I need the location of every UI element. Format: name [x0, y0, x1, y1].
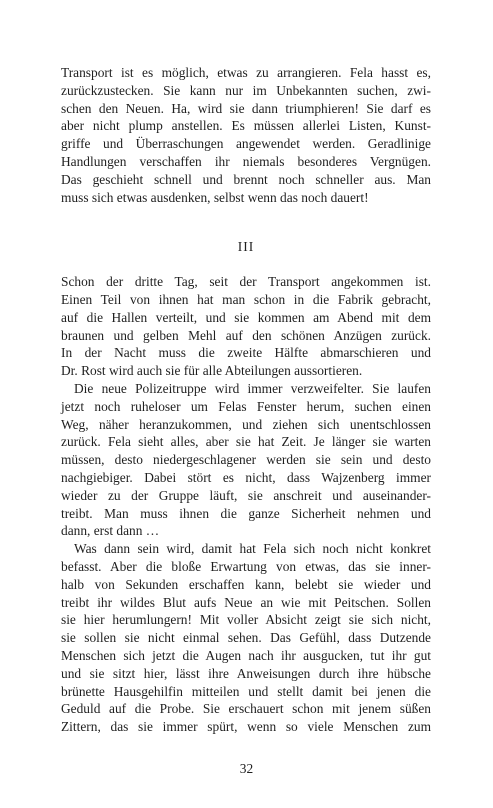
text-line: braunen und gelben Mehl auf den schönen Anzügen zurück.	[61, 327, 431, 343]
paragraph-continued	[61, 64, 431, 206]
text-line: Weg, näher heranzukommen, und ziehen sich unentschlossen	[61, 416, 431, 432]
text-line: Transport ist es möglich, etwas zu arrangieren. Fela hasst es,	[61, 65, 431, 80]
page-number: 32	[239, 761, 254, 776]
text-line: nachgiebiger. Dabei stört es nicht, dass Wajzenberg immer	[61, 469, 431, 485]
text-line: Die neue Polizeitruppe wird immer verzweifelter. Sie laufen	[74, 380, 431, 396]
text-line: muss sich etwas ausdenken, selbst wenn das noch dauert!	[61, 189, 369, 205]
text-line: müssen, desto niedergeschlagener werden sie sein und desto	[61, 452, 431, 468]
text-line: Geduld auf die Probe. Sie erschauert schon mit jenem süßen	[61, 701, 431, 717]
text-line: Zittern, das sie immer spürt, wenn so viele Menschen zum	[61, 719, 431, 735]
text-line: In der Nacht muss die zweite Hälfte abmarschieren und	[61, 345, 431, 361]
text-line: auf die Hallen verteilt, und sie kommen am Abend mit dem	[61, 309, 431, 325]
text-line: schen den Neuen. Ha, wird sie dann triumphieren! Sie darf es	[61, 100, 431, 116]
text-line: dann, erst dann …	[61, 523, 160, 539]
text-line: halb von Sekunden erschaffen kann, belebt sie wieder und	[61, 576, 431, 592]
text-line: Schon der dritte Tag, seit der Transport angekommen ist.	[61, 274, 431, 290]
paragraph	[61, 540, 431, 736]
text-line: Menschen sich jetzt die Augen nach ihr ausgucken, tut ihr gut	[61, 647, 431, 663]
text-line: Handlungen verschaffen ihr niemals besonderes Vergnügen.	[61, 153, 431, 169]
text-line: zurück. Fela sieht alles, aber sie hat Zeit. Je länger sie warten	[61, 434, 431, 450]
text-line: zurückzustecken. Sie kann nur im Unbekannten suchen, zwi-	[61, 82, 431, 98]
text-line: Das geschieht schnell und brennt noch schneller aus. Man	[61, 171, 431, 187]
text-line: sie hier herumlungern! Mit voller Absicht zeigt sie sich nicht,	[61, 612, 431, 628]
text-line: Was dann sein wird, damit hat Fela sich noch nicht konkret	[74, 541, 431, 557]
paragraph	[61, 380, 431, 540]
text-line: befasst. Aber die bloße Erwartung von etwas, das sie inner-	[61, 558, 431, 574]
text-line: treibt ihr wildes Blut aufs Neue an wie mit Peitschen. Sollen	[61, 594, 431, 610]
text-line: und sie sitzt hier, lässt ihre Anweisungen durch ihre hübsche	[61, 665, 431, 681]
book-page	[61, 64, 431, 736]
section-heading: III	[237, 239, 255, 255]
text-line: aber nicht plump anstellen. Es müssen allerlei Listen, Kunst-	[61, 118, 431, 134]
text-line: jetzt noch ruheloser um Felas Fenster herum, suchen einen	[61, 398, 431, 414]
text-line: brünette Hausgehilfin mitteilen und stellt damit bei jenen die	[61, 683, 431, 699]
text-line: Einen Teil von ihnen hat man schon in die Fabrik gebracht,	[61, 291, 431, 307]
text-line: sie sollen sie nicht einmal sehen. Das Gefühl, dass Dutzende	[61, 630, 431, 646]
paragraph	[61, 273, 431, 380]
text-line: Dr. Rost wird auch sie für alle Abteilungen aussortieren.	[61, 363, 363, 379]
text-line: griffe und Überraschungen angewendet werden. Geradlinige	[61, 136, 431, 152]
text-line: treibt. Man muss ihnen die ganze Sicherheit nehmen und	[61, 505, 431, 521]
text-line: wieder zu der Gruppe läuft, sie anschreit und auseinander-	[61, 487, 431, 503]
